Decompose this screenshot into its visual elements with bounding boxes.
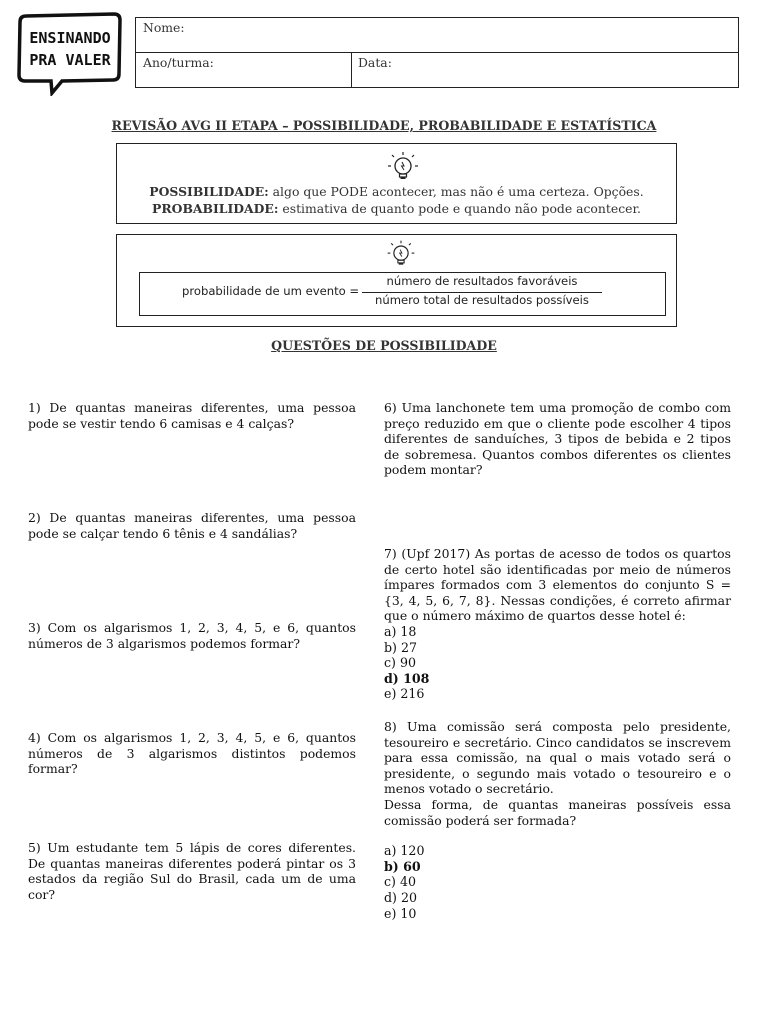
- student-info-table: [135, 17, 739, 88]
- question-7-option-a: a) 18: [384, 623, 417, 639]
- probability-definition: [117, 201, 676, 217]
- section-title: QUESTÕES DE POSSIBILIDADE: [271, 338, 497, 353]
- question-8-text2: Dessa forma, de quantas maneiras possíveis essa comissão poderá ser formada?: [384, 796, 731, 828]
- formula-box: [139, 272, 666, 316]
- logo-line1: ENSINANDO: [29, 29, 111, 47]
- possibility-definition: [117, 184, 676, 200]
- question-3: 3) Com os algarismos 1, 2, 3, 4, 5, e 6, quantos números de 3 algarismos podemos formar?: [28, 620, 356, 651]
- definitions-box: [116, 143, 677, 224]
- lightbulb-icon: [385, 150, 421, 184]
- question-7-option-b: b) 27: [384, 639, 418, 655]
- probability-term: PROBABILIDADE:: [152, 201, 279, 216]
- lightbulb-icon: [385, 238, 417, 270]
- probability-text: estimativa de quanto pode e quando não pode acontecer.: [278, 201, 641, 216]
- speech-bubble-logo: [14, 12, 122, 96]
- question-8-option-d: d) 20: [384, 889, 418, 905]
- question-1: 1) De quantas maneiras diferentes, uma pessoa pode se vestir tendo 6 camisas e 4 calças?: [28, 400, 356, 431]
- formula-outer-box: [116, 234, 677, 327]
- formula-lhs: probabilidade de um evento =: [182, 284, 360, 298]
- possibility-term: POSSIBILIDADE:: [149, 184, 269, 199]
- question-8: [384, 719, 731, 921]
- question-8-text: 8) Uma comissão será composta pelo presidente, tesoureiro e secretário. Cinco candidatos se inscrevem para essa comissão, na qual o mais votado será o presidente, o segundo mais votado o tesoureiro e o menos votado o secretário.: [384, 719, 731, 797]
- question-8-option-c: c) 40: [384, 874, 416, 890]
- question-5: 5) Um estudante tem 5 lápis de cores diferentes. De quantas maneiras diferentes poderá pintar os 3 estados da região Sul do Brasil, cada um de uma cor?: [28, 840, 356, 902]
- question-7-option-e: e) 216: [384, 686, 425, 702]
- logo: [14, 12, 122, 96]
- formula-numerator: número de resultados favoráveis: [386, 274, 578, 288]
- question-7: [384, 546, 731, 702]
- question-7-option-d: d) 108: [384, 670, 430, 686]
- question-8-option-e: e) 10: [384, 905, 417, 921]
- question-6: 6) Uma lanchonete tem uma promoção de combo com preço reduzido em que o cliente pode escolher 4 tipos diferentes de sanduíches, 3 tipos de bebida e 2 tipos de sobremesa. Quantos combos diferentes os clientes podem montar?: [384, 400, 731, 478]
- question-4: 4) Com os algarismos 1, 2, 3, 4, 5, e 6, quantos números de 3 algarismos distintos podemos formar?: [28, 730, 356, 777]
- question-8-option-a: a) 120: [384, 843, 425, 859]
- formula-denominator: número total de resultados possíveis: [375, 293, 589, 307]
- question-8-option-b: b) 60: [384, 858, 421, 874]
- question-7-text: 7) (Upf 2017) As portas de acesso de todos os quartos de certo hotel são identificadas por meio de números ímpares formados com 3 elementos do conjunto S = {3, 4, 5, 6, 7, 8}. Nessas condições, é correto afirmar que o número máximo de quartos desse hotel é:: [384, 546, 731, 624]
- logo-line2: PRA VALER: [29, 51, 111, 69]
- possibility-text: algo que PODE acontecer, mas não é uma certeza. Opções.: [268, 184, 644, 199]
- question-7-option-c: c) 90: [384, 655, 416, 671]
- header-divider: [351, 53, 352, 88]
- date-label: Data:: [358, 55, 392, 70]
- name-label: Nome:: [143, 20, 185, 35]
- page-title: REVISÃO AVG II ETAPA – POSSIBILIDADE, PROBABILIDADE E ESTATÍSTICA: [111, 118, 657, 133]
- name-row: [136, 18, 738, 53]
- class-label: Ano/turma:: [143, 55, 214, 70]
- question-2: 2) De quantas maneiras diferentes, uma pessoa pode se calçar tendo 6 tênis e 4 sandálias?: [28, 510, 356, 541]
